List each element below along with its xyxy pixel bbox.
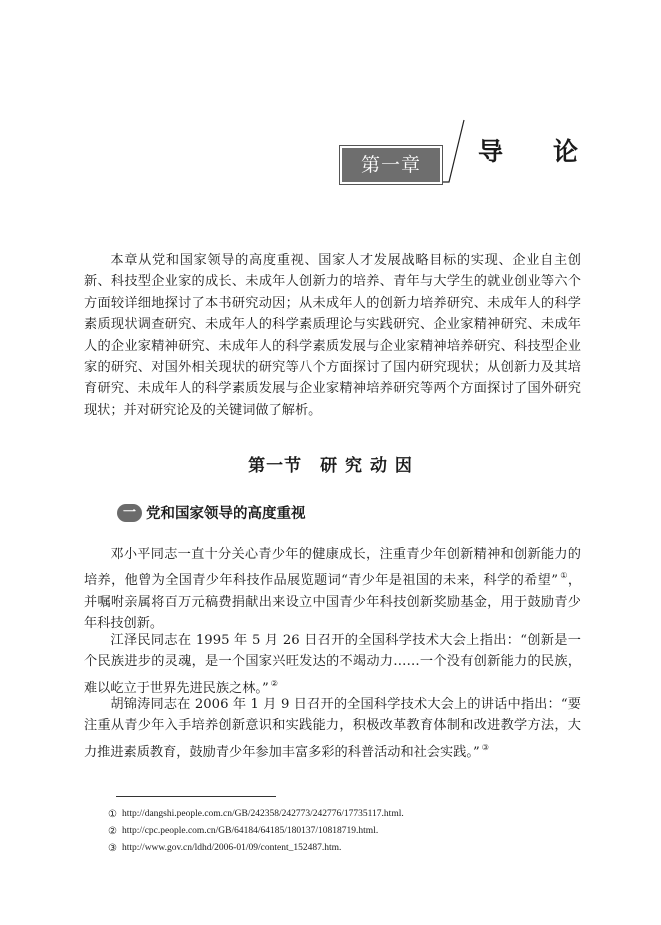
footnote-item [108, 840, 568, 857]
chapter-divider-line [0, 0, 661, 200]
footnote-item [108, 823, 568, 840]
subsection-heading [117, 502, 306, 523]
subsection-title: 党和国家领导的高度重视 [146, 506, 306, 522]
chapter-title [478, 132, 578, 168]
footnote-divider [116, 796, 276, 797]
paragraph-text: 胡锦涛同志在 2006 年 1 月 9 日召开的全国科学技术大会上的讲话中指出：“要注重从青少年入手培养创新意识和实践能力，积极改革教育体制和改进教学方法，大力推进素质教育，鼓励青少年参加丰富多彩的科普活动和社会实践。” [84, 697, 581, 760]
chapter-title-char: 导 [478, 137, 504, 166]
paragraph-text: 江泽民同志在 1995 年 5 月 26 日召开的全国科学技术大会上指出：“创新是一个民族进步的灵魂，是一个国家兴旺发达的不竭动力……一个没有创新能力的民族，难以屹立于世界先进民族之林。” [84, 633, 581, 696]
footnote-marker: ② [108, 826, 117, 837]
chapter-header [0, 0, 661, 200]
footnote-url[interactable]: http://dangshi.people.com.cn/GB/242358/242773/242776/17735117.html. [122, 809, 404, 819]
paragraph-text: 邓小平同志一直十分关心青少年的健康成长，注重青少年创新精神和创新能力的培养，他曾为全国青少年科技作品展览题词“青少年是祖国的未来，科学的希望” [84, 547, 581, 589]
body-paragraph [84, 544, 581, 635]
body-paragraph [84, 694, 581, 763]
section-title: 第一节 研 究 动 因 [248, 456, 413, 476]
chapter-title-char: 论 [552, 137, 578, 166]
chapter-intro: 本章从党和国家领导的高度重视、国家人才发展战略目标的实现、企业自主创新、科技型企业家的成长、未成年人创新力的培养、青年与大学生的就业创业等六个方面较详细地探讨了本书研究动因；从未成年人的创新力培养研究、未成年人的科学素质现状调查研究、未成年人的科学素质理论与实践研究、企业家精神研究、未成年人的企业家精神研究、未成年人的科学素质发展与企业家精神培养研究、科技型企业家的研究、对国外相关现状的研究等八个方面探讨了国内研究现状；从创新力及其培育研究、未成年人的科学素质发展与企业家精神培养研究等两个方面探讨了国外研究现状；并对研究论及的关键词做了解析。 [84, 253, 581, 418]
body-paragraph [84, 630, 581, 699]
footnote-ref[interactable]: ② [270, 678, 278, 688]
footnote-ref[interactable]: ③ [481, 742, 489, 752]
paragraph-text-continued: ，并嘱咐亲属将百万元稿费捐献出来设立中国青少年科技创新奖励基金，用于鼓励青少年科技创新。 [84, 573, 582, 632]
footnote-ref[interactable]: ① [559, 571, 568, 581]
subsection-number-badge: 一 [117, 504, 142, 522]
chapter-label: 第一章 [340, 146, 442, 184]
footnote-url[interactable]: http://www.gov.cn/ldhd/2006-01/09/content_152487.htm. [122, 843, 342, 853]
footnote-marker: ③ [108, 843, 117, 854]
footnote-list [108, 806, 568, 857]
footnote-item [108, 806, 568, 823]
footnote-marker: ① [108, 809, 117, 820]
footnote-url[interactable]: http://cpc.people.com.cn/GB/64184/64185/180137/10818719.html. [122, 826, 379, 836]
